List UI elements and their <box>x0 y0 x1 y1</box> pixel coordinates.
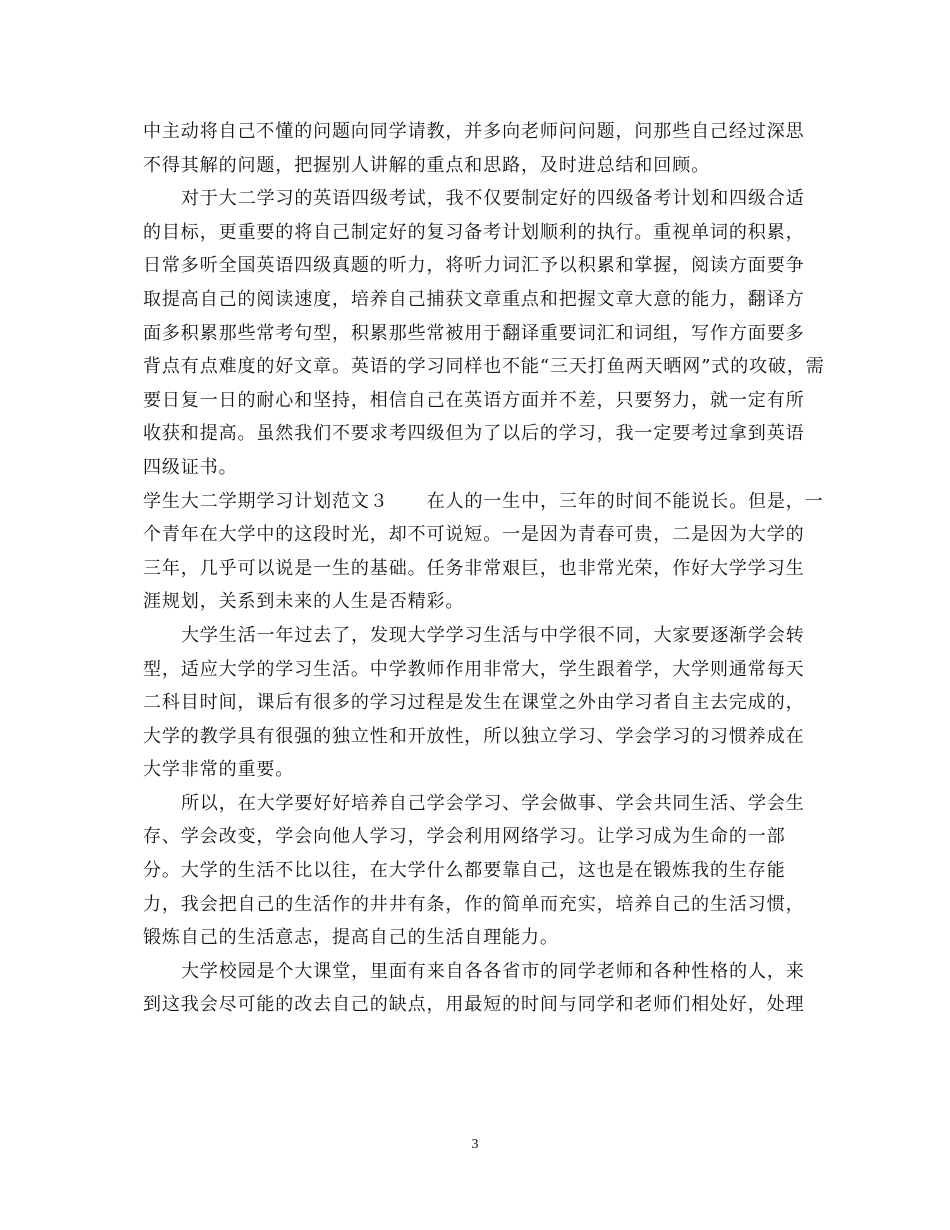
text-line: 力，我会把自己的生活作的井井有条，作的简单而充实，培养自己的生活习惯， <box>143 893 805 915</box>
text-line: 中主动将自己不懂的问题向同学请教，并多向老师问问题，问那些自己经过深思 <box>143 121 805 142</box>
text-line: 二科目时间，课后有很多的学习过程是发生在课堂之外由学习者自主去完成的， <box>143 692 805 714</box>
paragraph-start-line: 所以，在大学要好好培养自己学会学习、学会做事、学会共同生活、学会生 <box>181 792 805 814</box>
text-line: 型，适应大学的学习生活。中学教师作用非常大，学生跟着学，大学则通常每天 <box>143 658 805 680</box>
text-line: 锻炼自己的生活意志，提高自己的生活自理能力。 <box>143 927 559 949</box>
text-line: 四级证书。 <box>143 456 238 478</box>
section-heading-line <box>143 485 824 519</box>
paragraph-start-line: 大学校园是个大课堂，里面有来自各各省市的同学老师和各种性格的人，来 <box>181 960 805 982</box>
text-line: 个青年在大学中的这段时光，却不可说短。一是因为青春可贵，二是因为大学的 <box>143 524 805 546</box>
text-line: 收获和提高。虽然我们不要求考四级但为了以后的学习，我一定要考过拿到英语 <box>143 423 805 445</box>
heading-line-text: 在人的一生中，三年的时间不能说长。但是，一 <box>426 490 824 512</box>
text-line: 背点有点难度的好文章。英语的学习同样也不能“三天打鱼两天晒网”式的攻破，需 <box>143 356 825 378</box>
text-line: 不得其解的问题，把握别人讲解的重点和思路，及时进总结和回顾。 <box>143 154 710 176</box>
text-line: 涯规划，关系到未来的人生是否精彩。 <box>143 591 465 613</box>
text-line: 大学的教学具有很强的独立性和开放性，所以独立学习、学会学习的习惯养成在 <box>143 725 805 747</box>
text-line: 取提高自己的阅读速度，培养自己捕获文章重点和把握文章大意的能力，翻译方 <box>143 288 805 310</box>
text-line: 的目标，更重要的将自己制定好的复习备考计划顺利的执行。重视单词的积累， <box>143 221 805 243</box>
text-line: 日常多听全国英语四级真题的听力，将听力词汇予以积累和掌握，阅读方面要争 <box>143 255 805 277</box>
text-line: 存、学会改变，学会向他人学习，学会利用网络学习。让学习成为生命的一部 <box>143 826 786 848</box>
paragraph-start-line: 大学生活一年过去了，发现大学学习生活与中学很不同，大家要逐渐学会转 <box>181 624 805 646</box>
text-line: 要日复一日的耐心和坚持，相信自己在英语方面并不差，只要努力，就一定有所 <box>143 389 805 411</box>
text-line: 大学非常的重要。 <box>143 759 295 781</box>
document-body <box>143 115 825 1022</box>
text-line: 分。大学的生活不比以往，在大学什么都要靠自己，这也是在锻炼我的生存能 <box>143 860 786 882</box>
page-number: 3 <box>471 1137 479 1152</box>
text-line: 面多积累那些常考句型，积累那些常被用于翻译重要词汇和词组，写作方面要多 <box>143 322 805 344</box>
section-heading: 学生大二学期学习计划范文３ <box>143 490 389 512</box>
text-line: 三年，几乎可以说是一生的基础。任务非常艰巨，也非常光荣，作好大学学习生 <box>143 557 805 579</box>
text-line: 到这我会尽可能的改去自己的缺点，用最短的时间与同学和老师们相处好，处理 <box>143 994 805 1016</box>
paragraph-start-line: 对于大二学习的英语四级考试，我不仅要制定好的四级备考计划和四级合适 <box>181 188 805 210</box>
